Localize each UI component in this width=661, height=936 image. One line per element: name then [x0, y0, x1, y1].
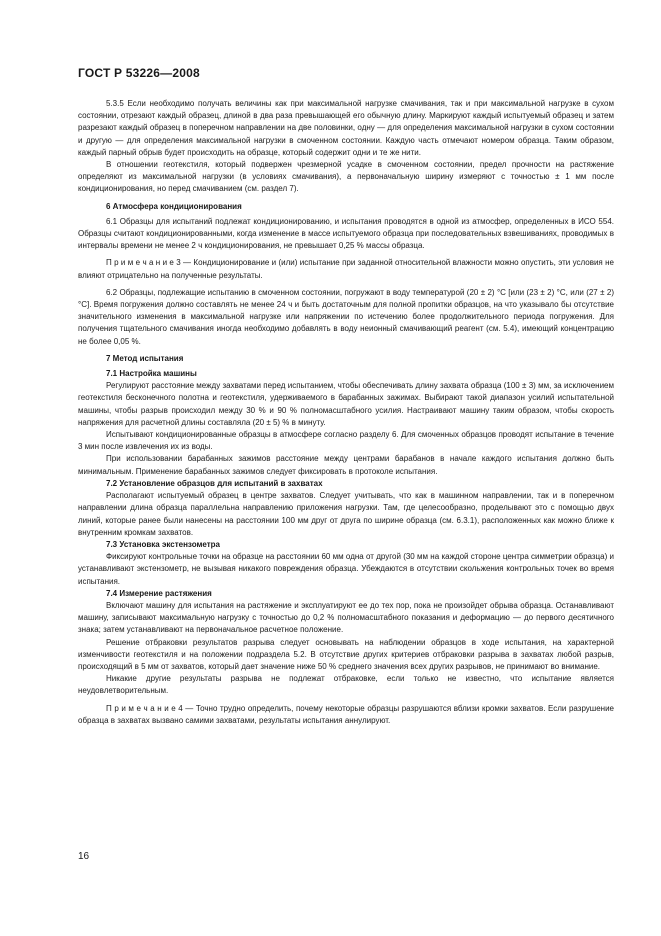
paragraph-geotextile-shrink: В отношении геотекстиля, который подвержен чрезмерной усадке в смоченном состоянии, предел прочности на растяжение определяют из максимальной нагрузки (в условиях смачивания), а первоначальную ширину измеряют с точностью ± 1 мм после кондиционирования, но перед смачиванием (см. раздел 7). [78, 160, 614, 194]
paragraph-7-1-a: Регулируют расстояние между захватами перед испытанием, чтобы обеспечивать длину захвата образца (100 ± 3) мм, за исключением геотекстиля бесконечного полотна и геотекстиля, удерживаемого в барабанных зажимах. Выбирают такой диапазон усилий испытательной машины, чтобы разрыв происходил между 30 % и 90 % полномасштабного усилия. Настраивают машину таким образом, чтобы скорость напряжения для расчетной длины составляла (20 ± 5) % в минуту. [78, 381, 614, 427]
subsection-heading-7-2: 7.2 Установление образцов для испытаний в захватах [106, 478, 323, 488]
paragraph-7-1-b: Испытывают кондиционированные образцы в атмосфере согласно разделу 6. Для смоченных образцов проводят испытание в течение 3 мин после извлечения их из воды. [78, 430, 614, 452]
paragraph-7-4-c: Никакие другие результаты разрыва не подлежат отбраковке, если только не известно, что испытание является неудовлетворительным. [78, 674, 614, 696]
subsection-heading-7-1: 7.1 Настройка машины [106, 369, 197, 379]
section-heading-6: 6 Атмосфера кондиционирования [106, 201, 242, 211]
paragraph-6-2: 6.2 Образцы, подлежащие испытанию в смоченном состоянии, погружают в воду температурой (20 ± 2) °С [или (23 ± 2) °С, или (27 ± 2) °С]. Время погружения должно составлять не менее 24 ч и быть достаточным для полной пропитки образцов, на что указывало бы отсутствие значительного изменения в максимальной нагрузке или напряжении по истечению более продолжительного периода погружения. Для получения тщательного смачивания иногда необходимо добавлять в воду неионный смачивающий реагент (см. 5.4), имеющий концентрацию не более 0,05 %. [78, 287, 614, 346]
paragraph-5-3-5: 5.3.5 Если необходимо получать величины как при максимальной нагрузке смачивания, так и при максимальной нагрузке в сухом состоянии, отрезают каждый образец, длиной в два раза превышающей его обычную длину. Маркируют каждый испытуемый образец и затем разрезают каждый образец в поперечном направлении на две половинки, одну — для определения максимальной нагрузки в сухом состоянии и другую — для определения максимальной нагрузки в смоченном состоянии. Каждую часть отмечают номером образца. Таким образом, каждый парный обрыв будет происходить на образце, который содержит одни и те же нити. [78, 99, 614, 157]
paragraph-7-3: Фиксируют контрольные точки на образце на расстоянии 60 мм одна от другой (30 мм на каждой стороне центра симметрии образца) и устанавливают экстензометр, не вызывая никакого повреждения образца. Убеждаются в отсутствии скольжения контрольных точек во время испытания. [78, 552, 614, 586]
page-number: 16 [78, 851, 90, 862]
paragraph-7-4-a: Включают машину для испытания на растяжение и эксплуатируют ее до тех пор, пока не произойдет обрыва образца. Останавливают машину, записывают максимальную нагрузку с точностью до 0,2 % полномасштабного показания и деформацию — до первого десятичного знака; затем устанавливают на первоначальное расчетное положение. [78, 600, 614, 635]
note-4: П р и м е ч а н и е 4 — Точно трудно определить, почему некоторые образцы разрушаются вблизи кромки захватов. Если разрушение образца в захватах вызвано самими захватами, результаты испытания аннулируют. [78, 703, 614, 725]
paragraph-6-1: 6.1 Образцы для испытаний подлежат кондиционированию, и испытания проводятся в одной из атмосфер, определенных в ИСО 554. Образцы считают кондиционированными, когда изменение в массе испытуемого образца при последовательных взвешиваниях, проводимых в интервалы времени не менее 2 ч кондиционирования, не превышает 0,25 % массы образца. [78, 216, 614, 251]
section-heading-7: 7 Метод испытания [106, 353, 184, 363]
paragraph-7-4-b: Решение отбраковки результатов разрыва следует основывать на наблюдении образцов в ходе испытания, на характерной изменчивости геотекстиля и на положении подраздела 5.2. В отсутствие других критериев отбраковки разрыва в захватах любой разрыв, происходящий в 5 мм от захватов, который дает значение ниже 50 % среднего значения всех других разрывов, не принимают во внимание. [78, 637, 614, 671]
document-body [78, 98, 614, 727]
note-3: П р и м е ч а н и е 3 — Кондиционирование и (или) испытание при заданной относительной влажности можно опустить, эти условия не влияют отрицательно на полученные результаты. [78, 258, 614, 280]
subsection-heading-7-3: 7.3 Установка экстензометра [106, 539, 220, 549]
paragraph-7-1-c: При использовании барабанных зажимов расстояние между центрами барабанов в начале каждого испытания должно быть минимальным. Применение барабанных зажимов следует фиксировать в протоколе испытания. [78, 454, 614, 476]
subsection-heading-7-4: 7.4 Измерение растяжения [106, 588, 212, 598]
document-header: ГОСТ Р 53226—2008 [78, 66, 200, 80]
paragraph-7-2: Располагают испытуемый образец в центре захватов. Следует учитывать, что как в машинном направлении, так и в поперечном направлении длина образца параллельна направлению приложения нагрузки. Там, где целесообразно, проделывают это с помощью двух линий, которые ранее были нанесены на расстоянии 100 мм друг от друга по ширине образца (см. 6.3.1), расположенных как можно ближе к внутренним кромкам захватов. [78, 491, 614, 537]
